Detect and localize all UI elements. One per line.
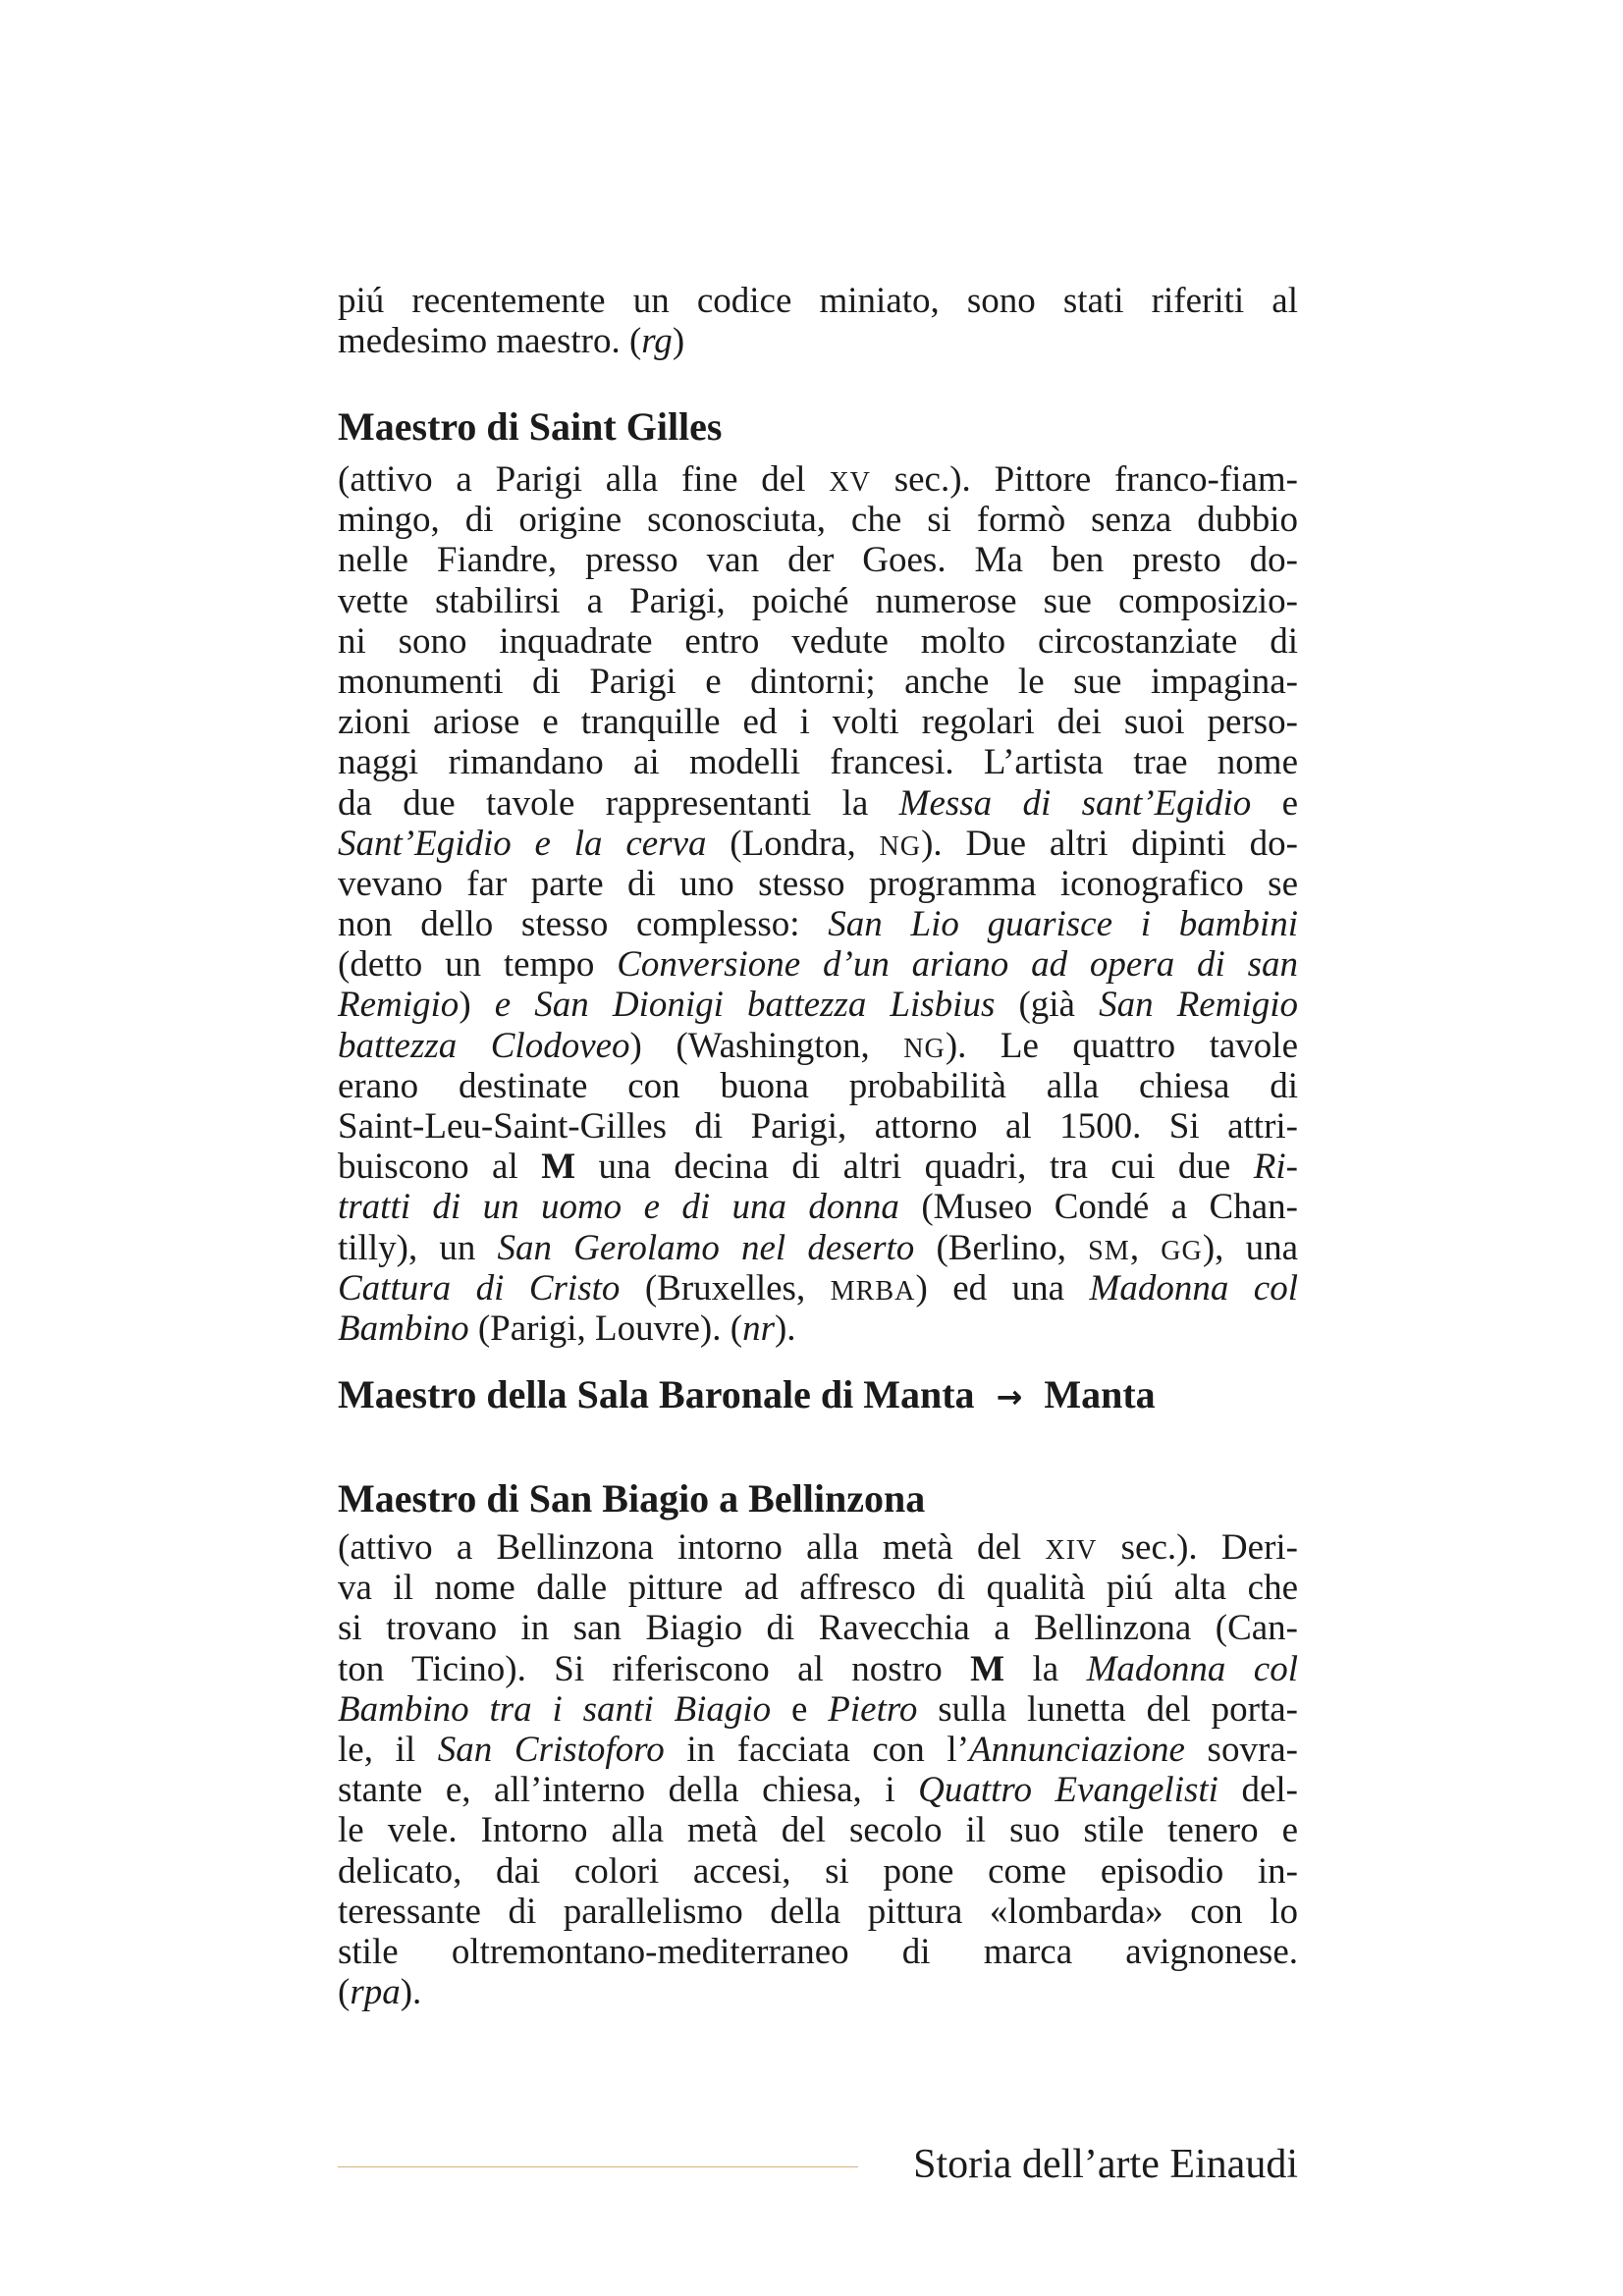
text-line xyxy=(338,1730,1298,1770)
small-caps-abbreviation: NG xyxy=(903,1033,946,1064)
text-run: in facciata con l’ xyxy=(664,1729,970,1770)
text-line xyxy=(338,1066,1298,1106)
text-run: vevano far parte di uno stesso programma iconografico se xyxy=(338,863,1298,904)
bold-abbreviation: M xyxy=(541,1147,576,1188)
text-line xyxy=(338,1527,1298,1568)
text-line xyxy=(338,904,1298,944)
text-run: non dello stesso complesso: xyxy=(338,904,829,945)
text-run: (Parigi, Louvre). ( xyxy=(468,1308,743,1349)
italic-title: Cattura di Cristo xyxy=(338,1267,621,1308)
cross-reference-arrow: → xyxy=(996,1378,1023,1415)
text-run: da due tavole rappresentanti la xyxy=(338,782,899,824)
text-run: buiscono al xyxy=(338,1147,542,1188)
text-run: ) (Washington, xyxy=(629,1025,904,1066)
text-line xyxy=(338,985,1298,1025)
text-line xyxy=(338,944,1298,985)
small-caps-abbreviation: SM xyxy=(1088,1235,1130,1266)
text-line xyxy=(338,864,1298,904)
text-run: delicato, dai colori accesi, si pone come episodio in- xyxy=(338,1850,1298,1892)
text-run: ) xyxy=(672,321,685,362)
text-line xyxy=(338,742,1298,782)
text-run: va il nome dalle pitture ad affresco di qualità piú alta che xyxy=(338,1568,1298,1609)
italic-title: Conversione d’un ariano ad opera di san xyxy=(617,944,1298,986)
italic-title: Annunciazione xyxy=(969,1729,1185,1770)
small-caps-abbreviation: NG xyxy=(879,830,922,862)
text-run: Saint-Leu-Saint-Gilles di Parigi, attorno al 1500. Si attri- xyxy=(338,1106,1298,1147)
entry-body-san-biagio xyxy=(338,1527,1298,2012)
intro-paragraph xyxy=(338,281,1298,361)
text-line xyxy=(338,702,1298,742)
small-caps-abbreviation: XIV xyxy=(1045,1535,1098,1566)
text-run: ). xyxy=(774,1308,796,1349)
italic-title: Bambino tra i santi Biagio xyxy=(338,1688,772,1730)
italic-title: e San Dionigi battezza Lisbius xyxy=(494,985,996,1026)
text-run: teressante di parallelismo della pittura «lombarda» con lo xyxy=(338,1891,1298,1932)
bold-abbreviation: M xyxy=(970,1648,1005,1689)
text-run: zioni ariose e tranquille ed i volti regolari dei suoi perso- xyxy=(338,702,1298,743)
text-run: e xyxy=(771,1688,829,1730)
text-run: (già xyxy=(995,985,1100,1026)
text-line xyxy=(338,1187,1298,1227)
italic-title: Remigio xyxy=(338,985,460,1026)
text-run: le vele. Intorno alla metà del secolo il suo stile tenero e xyxy=(338,1810,1298,1851)
text-line xyxy=(338,1892,1298,1932)
text-run: ) ed una xyxy=(915,1267,1090,1308)
text-line xyxy=(338,1810,1298,1850)
small-caps-abbreviation: GG xyxy=(1161,1235,1203,1266)
text-line xyxy=(338,459,1298,500)
text-run: (attivo a Parigi alla fine del xyxy=(338,459,830,500)
heading-title: Maestro della Sala Baronale di Manta xyxy=(338,1372,975,1416)
cross-reference-target: Manta xyxy=(1044,1372,1156,1416)
italic-title: rg xyxy=(641,321,673,362)
text-run: erano destinate con buona probabilità alla chiesa di xyxy=(338,1065,1298,1106)
italic-title: San Remigio xyxy=(1099,985,1298,1026)
text-line xyxy=(338,1972,1298,2012)
text-line xyxy=(338,1026,1298,1066)
text-run: ), una xyxy=(1202,1227,1298,1268)
text-run: medesimo maestro. ( xyxy=(338,321,642,362)
text-line xyxy=(338,1851,1298,1892)
text-run: naggi rimandano ai modelli francesi. L’artista trae nome xyxy=(338,742,1298,783)
italic-title: battezza Clodoveo xyxy=(338,1025,630,1066)
italic-title: San Gerolamo nel deserto xyxy=(497,1227,915,1268)
text-run: la xyxy=(1004,1648,1087,1689)
text-run: (Museo Condé a Chan- xyxy=(898,1187,1298,1228)
text-line xyxy=(338,1147,1298,1187)
text-run: le, il xyxy=(338,1729,438,1770)
footer-rule xyxy=(338,2166,858,2167)
entry-heading-san-biagio: Maestro di San Biagio a Bellinzona xyxy=(338,1476,926,1521)
italic-title: rpa xyxy=(350,1972,401,2013)
italic-title: Ri- xyxy=(1253,1147,1298,1188)
text-line xyxy=(338,783,1298,824)
text-line xyxy=(338,500,1298,540)
text-run: stile oltremontano-mediterraneo di marca avignonese. xyxy=(338,1931,1298,1972)
text-run: tilly), un xyxy=(338,1227,498,1268)
text-line xyxy=(338,824,1298,864)
text-run: , xyxy=(1129,1227,1162,1268)
text-line xyxy=(338,662,1298,702)
entry-body-saint-gilles xyxy=(338,459,1298,1349)
entry-heading-sala-baronale-manta xyxy=(338,1372,1156,1419)
text-line xyxy=(338,1608,1298,1648)
text-line xyxy=(338,1770,1298,1810)
text-line xyxy=(338,1228,1298,1268)
text-run: (attivo a Bellinzona intorno alla metà del xyxy=(338,1527,1046,1568)
text-run: ). Due altri dipinti do- xyxy=(921,823,1298,864)
text-line xyxy=(338,281,1298,321)
text-run: e xyxy=(1251,782,1298,824)
text-run: stante e, all’interno della chiesa, i xyxy=(338,1770,919,1811)
text-run: ). xyxy=(400,1972,422,2013)
text-run: ) xyxy=(459,985,495,1026)
italic-title: Sant’Egidio e la cerva xyxy=(338,823,707,864)
italic-title: San Cristoforo xyxy=(437,1729,665,1770)
text-run: sec.). Deri- xyxy=(1097,1527,1298,1568)
text-run: ). Le quattro tavole xyxy=(945,1025,1298,1066)
text-run: monumenti di Parigi e dintorni; anche le sue impagina- xyxy=(338,661,1298,702)
small-caps-abbreviation: MRBA xyxy=(830,1275,916,1307)
italic-title: Madonna col xyxy=(1086,1648,1299,1689)
text-line xyxy=(338,621,1298,662)
text-run: una decina di altri quadri, tra cui due xyxy=(575,1147,1254,1188)
text-line xyxy=(338,1689,1298,1730)
text-run: ton Ticino). Si riferiscono al nostro xyxy=(338,1648,971,1689)
italic-title: Quattro Evangelisti xyxy=(918,1770,1218,1811)
text-run: mingo, di origine sconosciuta, che si formò senza dubbio xyxy=(338,500,1298,541)
text-line xyxy=(338,581,1298,621)
text-run: (Berlino, xyxy=(914,1227,1089,1268)
italic-title: nr xyxy=(742,1308,775,1349)
text-run: del- xyxy=(1217,1770,1298,1811)
text-run: (detto un tempo xyxy=(338,944,618,986)
text-line xyxy=(338,321,1298,361)
text-line xyxy=(338,1308,1298,1349)
text-run: sulla lunetta del porta- xyxy=(917,1688,1298,1730)
text-run: (Londra, xyxy=(706,823,880,864)
text-run: vette stabilirsi a Parigi, poiché numerose sue composizio- xyxy=(338,580,1298,621)
text-line xyxy=(338,1932,1298,1972)
text-run: sovra- xyxy=(1184,1729,1299,1770)
text-run: sec.). Pittore franco-fiam- xyxy=(870,459,1298,500)
italic-title: Pietro xyxy=(828,1688,918,1730)
text-line xyxy=(338,1106,1298,1147)
text-line xyxy=(338,1649,1298,1689)
text-line xyxy=(338,540,1298,580)
text-run: ni sono inquadrate entro vedute molto circostanziate di xyxy=(338,620,1298,662)
text-line xyxy=(338,1568,1298,1608)
footer-series-title: Storia dell’arte Einaudi xyxy=(913,2142,1298,2187)
text-run: nelle Fiandre, presso van der Goes. Ma ben presto do- xyxy=(338,540,1298,581)
text-run: (Bruxelles, xyxy=(620,1267,831,1308)
text-line xyxy=(338,1268,1298,1308)
text-run: ( xyxy=(338,1972,351,2013)
text-run: piú recentemente un codice miniato, sono stati riferiti al xyxy=(338,281,1298,321)
small-caps-abbreviation: XV xyxy=(829,467,871,498)
italic-title: tratti di un uomo e di una donna xyxy=(338,1187,899,1228)
italic-title: Madonna col xyxy=(1089,1267,1298,1308)
italic-title: Messa di sant’Egidio xyxy=(898,782,1252,824)
italic-title: San Lio guarisce i bambini xyxy=(828,904,1298,945)
entry-heading-saint-gilles: Maestro di Saint Gilles xyxy=(338,404,723,449)
text-run: si trovano in san Biagio di Ravecchia a Bellinzona (Can- xyxy=(338,1608,1298,1649)
italic-title: Bambino xyxy=(338,1308,469,1349)
